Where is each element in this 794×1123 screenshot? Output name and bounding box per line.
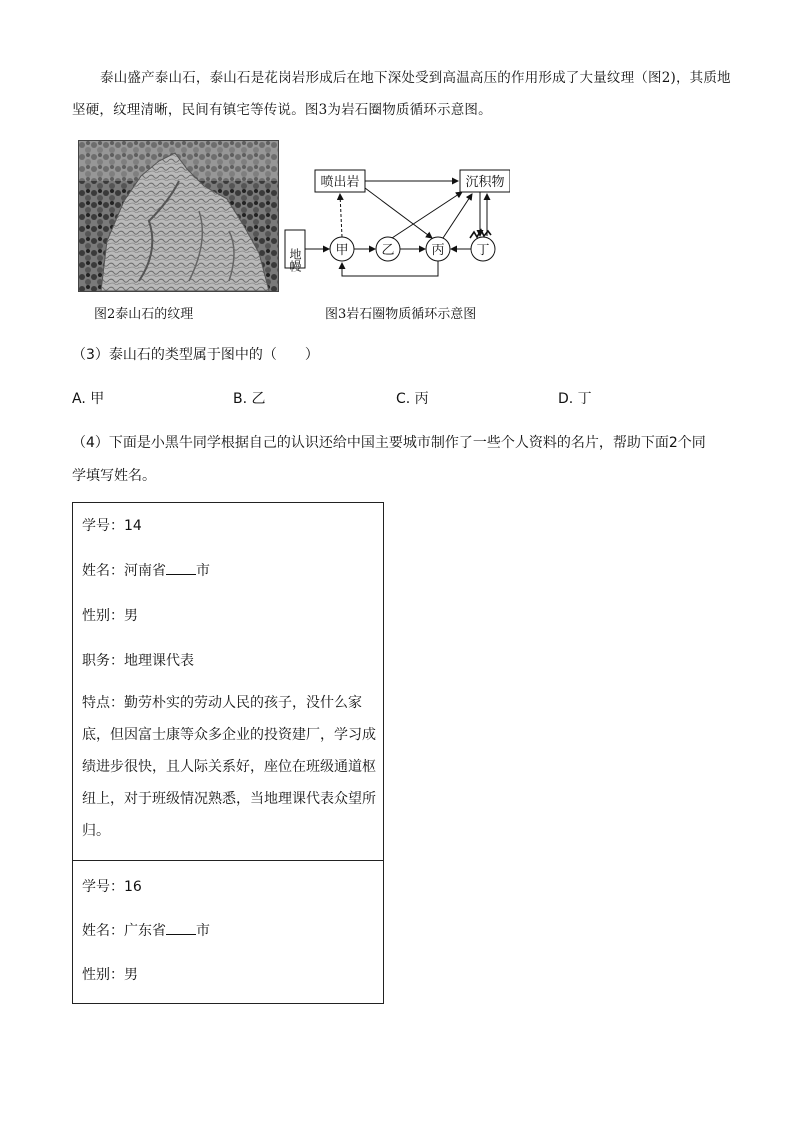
card2-name-prefix: 姓名：广东省	[82, 923, 166, 939]
question-3-stem: （3）泰山石的类型属于图中的（ ）	[72, 347, 319, 363]
card2-gender: 性别：男	[82, 967, 138, 983]
figure3-caption: 图3岩石圈物质循环示意图	[325, 307, 477, 322]
card1-name-suffix: 市	[196, 563, 210, 579]
card1-feature-line: 绩进步很快，且人际关系好，座位在班级通道枢	[82, 759, 376, 775]
node-mantle-label: 地幔	[288, 248, 302, 272]
card2-name-blank[interactable]	[166, 920, 196, 935]
q4-line-1: （4）下面是小黑牛同学根据自己的认识还给中国主要城市制作了一些个人资料的名片，帮助下面2个同	[72, 435, 706, 451]
taishan-stone-photo	[78, 140, 279, 292]
figure2-caption: 图2泰山石的纹理	[94, 307, 194, 322]
card1-id: 学号：14	[82, 518, 142, 534]
card1-name-row	[82, 560, 210, 580]
intro-paragraph	[72, 62, 732, 126]
card1-features	[82, 687, 378, 847]
node-bing-label: 丙	[431, 243, 445, 258]
node-yi-label: 乙	[381, 243, 395, 258]
q3-option-a[interactable]: A. 甲	[72, 391, 105, 407]
q3-option-b[interactable]: B. 乙	[233, 391, 266, 407]
node-extrusive-label: 喷出岩	[320, 175, 360, 190]
node-jia-label: 甲	[335, 243, 349, 258]
q3-option-d[interactable]: D. 丁	[558, 391, 592, 407]
card-divider	[73, 860, 383, 861]
card2-name-suffix: 市	[196, 923, 210, 939]
card1-gender: 性别：男	[82, 608, 138, 624]
card2-id: 学号：16	[82, 879, 142, 895]
q3-option-c[interactable]: C. 丙	[396, 391, 429, 407]
rock-cycle-diagram	[280, 160, 510, 285]
card1-duty: 职务：地理课代表	[82, 653, 194, 669]
card1-name-blank[interactable]	[166, 560, 196, 575]
intro-text: 泰山盛产泰山石，泰山石是花岗岩形成后在地下深处受到高温高压的作用形成了大量纹理（图2)，其质地坚硬，纹理清晰，民间有镇宅等传说。图3为岩石圈物质循环示意图。	[72, 70, 731, 118]
stone-photo-graphic	[79, 141, 278, 291]
name-card-table	[72, 502, 384, 1004]
q4-line-2: 学填写姓名。	[72, 468, 156, 484]
card1-feature-line: 归。	[82, 823, 110, 839]
node-sediment-label: 沉积物	[465, 175, 505, 190]
node-ding-label: 丁	[476, 243, 490, 258]
card2-name-row	[82, 920, 210, 940]
card1-feature-line: 纽上，对于班级情况熟悉，当地理课代表众望所	[82, 791, 376, 807]
question-4-stem	[72, 427, 722, 493]
card1-feature-line: 特点：勤劳朴实的劳动人民的孩子，没什么家	[82, 695, 362, 711]
card1-name-prefix: 姓名：河南省	[82, 563, 166, 579]
card1-feature-line: 底，但因富士康等众多企业的投资建厂，学习成	[82, 727, 376, 743]
